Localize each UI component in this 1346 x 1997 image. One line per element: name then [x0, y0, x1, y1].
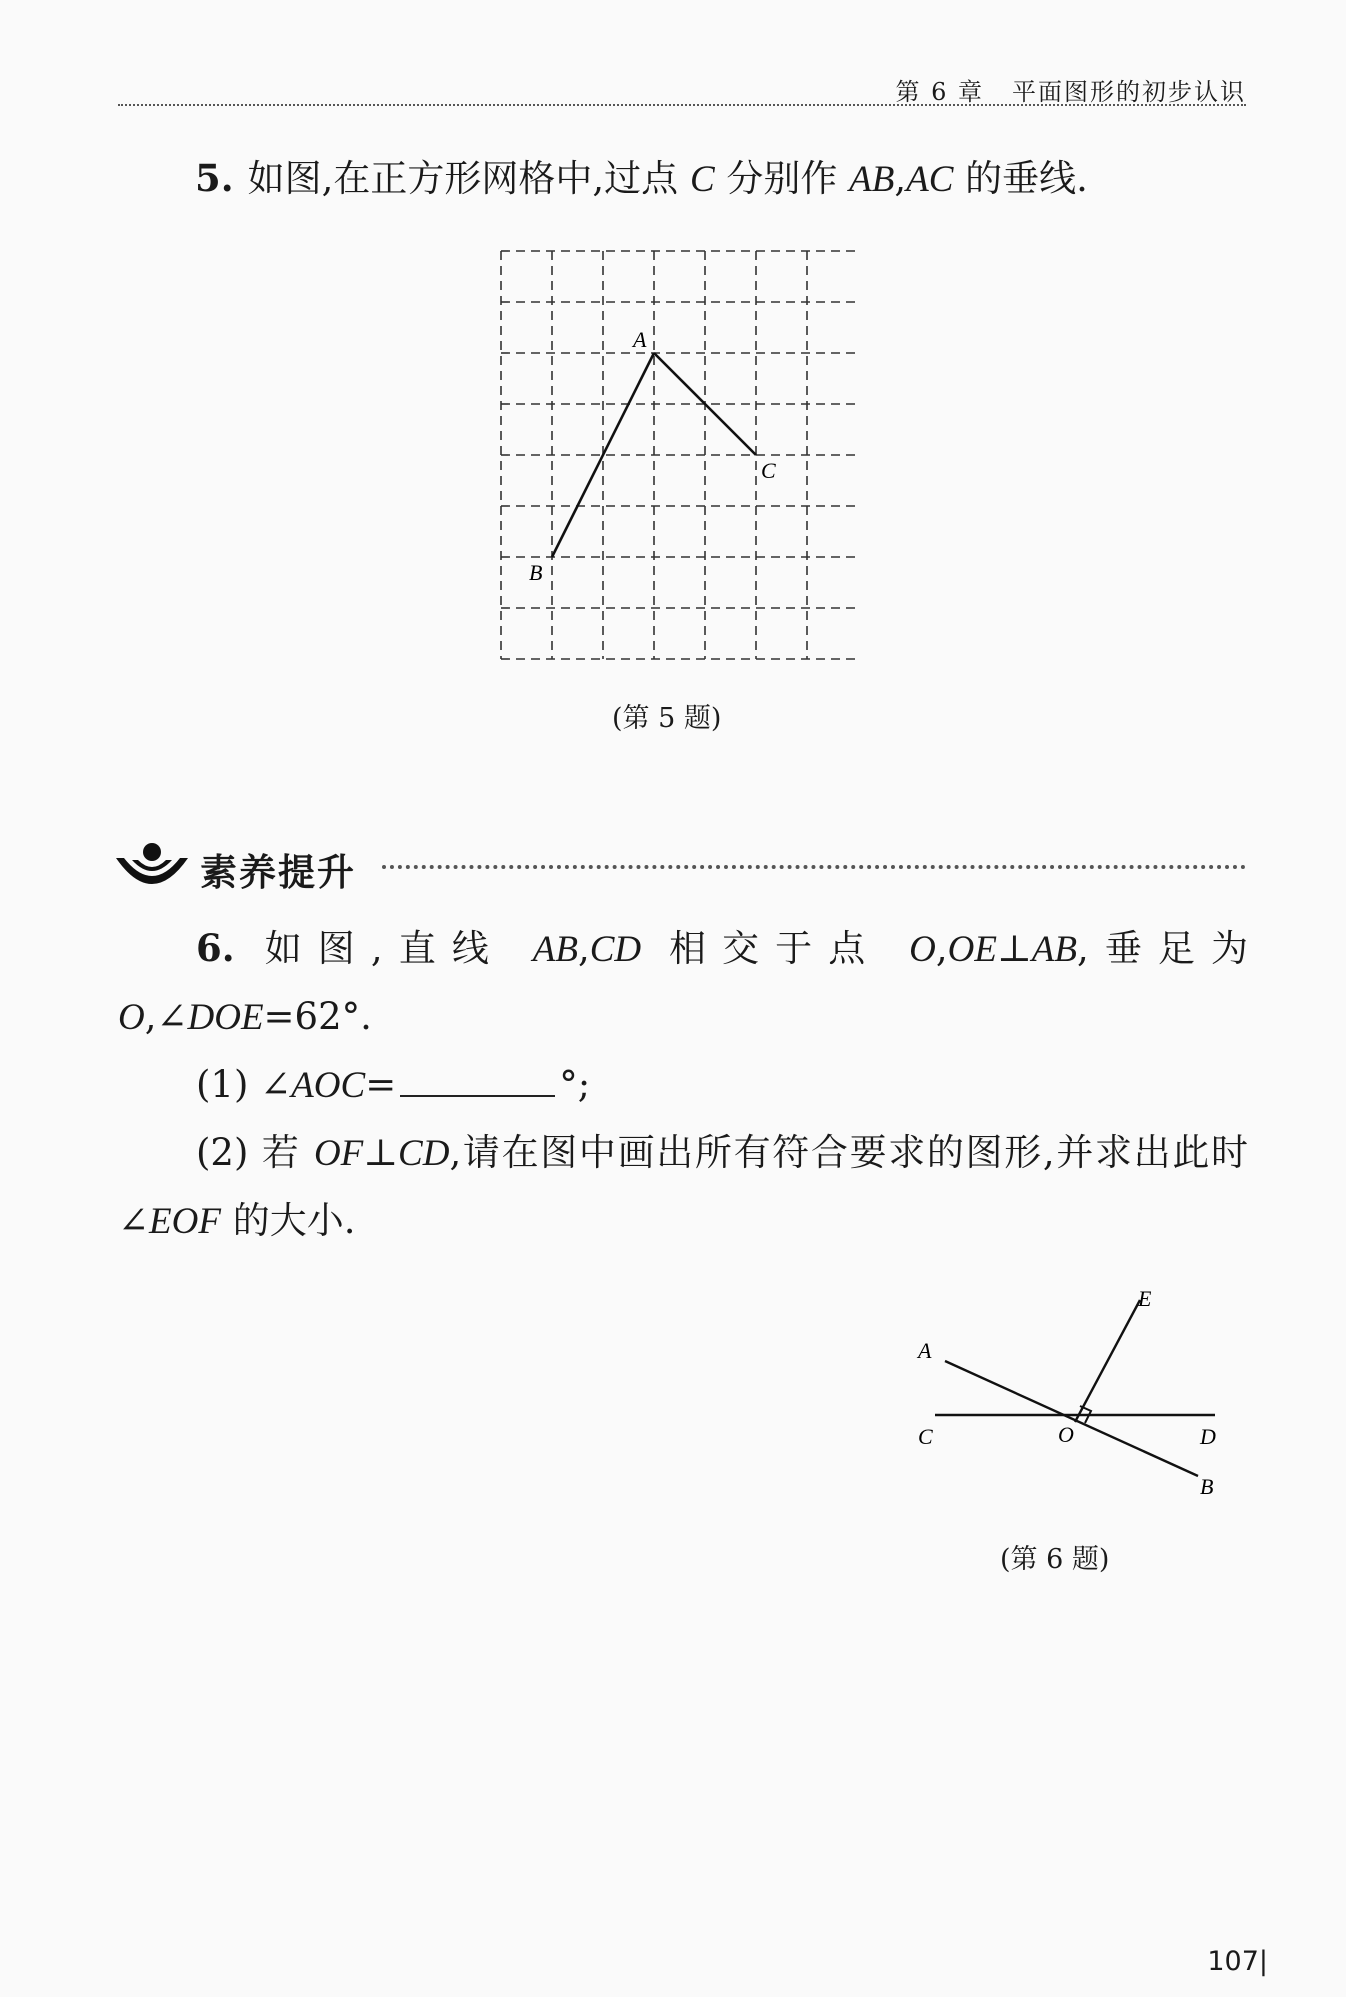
chapter-number: 第 6 章 — [895, 78, 984, 106]
point-c-label: C — [761, 458, 776, 483]
point-b-label: B — [529, 560, 543, 585]
ray-oe — [1075, 1300, 1140, 1422]
question-6 — [118, 915, 1248, 1255]
math-expression: ∠DOE — [156, 997, 264, 1038]
math-var: O — [909, 929, 936, 970]
math-expression: ∠AOC — [260, 1065, 366, 1106]
question-text: =62°. — [263, 995, 372, 1038]
grid-figure-5 — [495, 245, 855, 665]
point-o-label: O — [1058, 1422, 1074, 1447]
question-number: 6. — [196, 926, 235, 970]
punctuation: , — [144, 995, 157, 1038]
part-label: (1) — [196, 1063, 261, 1106]
dashed-grid — [501, 251, 855, 659]
question-text: 分别作 — [714, 157, 850, 200]
page-number: 107| — [1207, 1946, 1268, 1977]
math-operator: = — [365, 1063, 397, 1106]
section-header — [112, 838, 1246, 894]
question-6-part-2 — [118, 1119, 1248, 1255]
punctuation: , — [935, 927, 948, 970]
punctuation: , — [577, 927, 590, 970]
question-text: 的大小. — [220, 1199, 356, 1242]
point-a-label: A — [633, 327, 647, 352]
math-var: O — [118, 997, 145, 1038]
intersecting-lines-figure-6 — [900, 1280, 1240, 1510]
question-6-stem — [118, 915, 1248, 1051]
part-label: (2) 若 — [196, 1131, 314, 1174]
question-number: 5. — [195, 156, 234, 200]
point-c-label: C — [918, 1424, 933, 1449]
math-var: AB — [849, 159, 895, 200]
section-divider — [382, 865, 1246, 869]
point-b-label: B — [1200, 1474, 1214, 1499]
math-expression: ∠EOF — [118, 1201, 221, 1242]
figure-6-caption: (第 6 题) — [1000, 1544, 1110, 1575]
answer-blank[interactable] — [400, 1094, 555, 1097]
question-text: 的垂线. — [953, 157, 1088, 200]
point-d-label: D — [1200, 1424, 1216, 1449]
question-text: °; — [559, 1063, 591, 1106]
question-text: 如图,直线 — [248, 927, 533, 970]
section-title: 素养提升 — [200, 851, 356, 894]
question-text: 相交于点 — [641, 927, 910, 970]
math-var: AB — [532, 929, 578, 970]
question-6-part-1 — [118, 1051, 1248, 1119]
question-text: ,垂足为 — [1076, 927, 1248, 970]
line-ab — [945, 1361, 1198, 1476]
chapter-title: 平面图形的初步认识 — [1012, 78, 1246, 106]
point-e-label: E — [1138, 1286, 1152, 1311]
question-5 — [195, 148, 1088, 202]
header-divider — [118, 104, 1246, 106]
question-text: 如图,在正方形网格中,过点 — [247, 157, 690, 200]
point-a-label: A — [918, 1338, 932, 1363]
question-text: ,请在图中画出所有符合要求的图形,并求出此时 — [449, 1131, 1248, 1174]
punctuation: , — [894, 157, 907, 200]
math-expression: OF⊥CD — [313, 1133, 450, 1174]
math-var: C — [689, 159, 715, 200]
figure-5-caption: (第 5 题) — [612, 703, 722, 734]
section-emblem-icon — [112, 838, 192, 894]
running-header — [895, 72, 1246, 107]
math-expression: OE⊥AB — [947, 929, 1077, 970]
math-var: CD — [589, 929, 642, 970]
math-var: AC — [906, 159, 954, 200]
